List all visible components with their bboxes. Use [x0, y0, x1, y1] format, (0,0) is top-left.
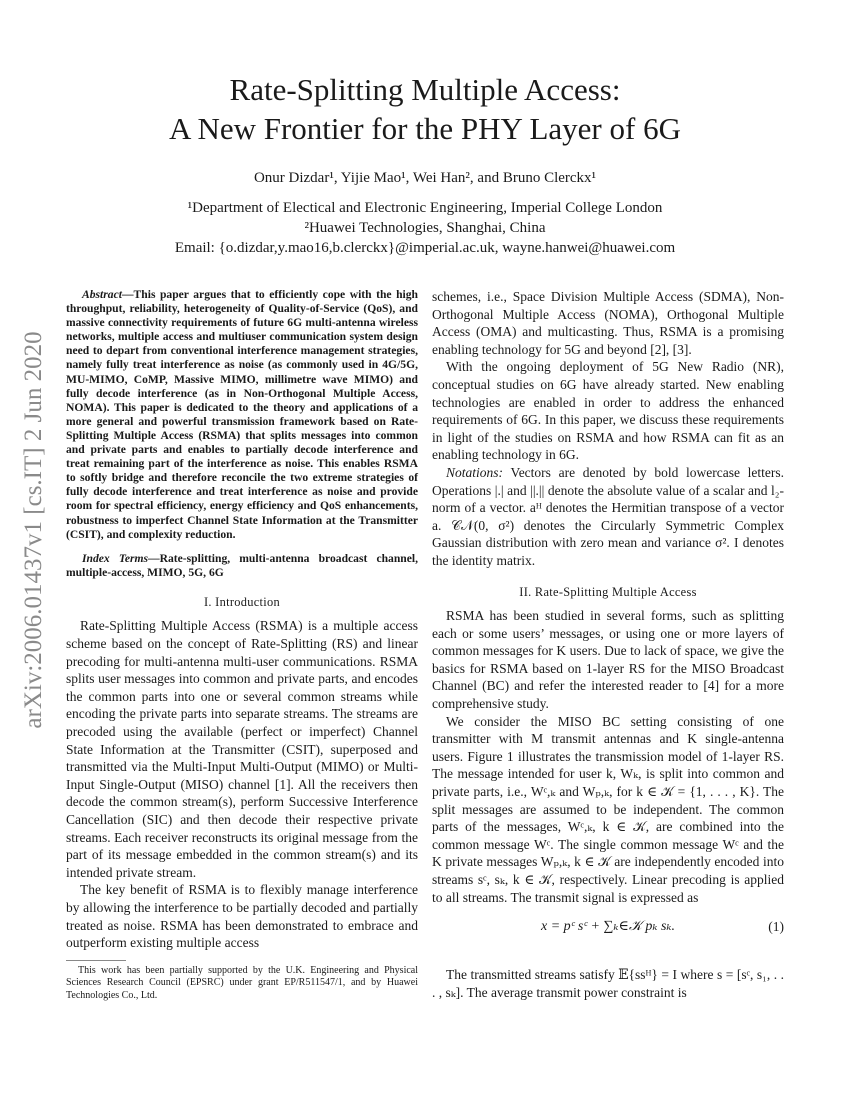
affiliation-1: ¹Department of Electical and Electronic Engineering, Imperial College London [187, 200, 663, 216]
author-list: Onur Dizdar¹, Yijie Mao¹, Wei Han², and Bruno Clerckx¹ [253, 170, 597, 186]
equation-body: x = pᶜ sᶜ + ∑ₖ∈𝒦 pₖ sₖ. [540, 919, 676, 935]
notations-paragraph [432, 464, 784, 570]
arxiv-watermark [16, 290, 52, 770]
equation-1 [432, 912, 784, 956]
section-heading-rsma: II. Rate-Splitting Multiple Access [519, 584, 697, 599]
notations-text: Vectors are denoted by bold lowercase letters. Operations |.| and ||.|| denote the absolute value of a scalar and l₂-norm of a vector. aᴴ denotes the Hermitian transpose of a vector a. 𝒞𝒩(0, σ²) denotes the Circularly Symmetric Complex Gaussian distribution with zero mean and variance σ². I denotes the identity matrix. [432, 464, 784, 568]
intro-paragraph-1: Rate-Splitting Multiple Access (RSMA) is a multiple access scheme based on the concept of Rate-Splitting (RS) and linear precoding for multi-antenna multi-user communications. RSMA splits user messages into common and private parts, and encodes the common parts into one or several common streams while encoding the private parts into separate streams. The streams are precoded using the available (perfect or imperfect) Channel State Information at the Transmitter (CSIT), superposed and transmitted via the Multi-Input Multi-Output (MIMO) or Multi-Input Single-Output (MISO) channel [1]. All the receivers then decode the common stream(s), perform Successive Interference Cancellation (SIC) and then decode their respective private streams. Each receiver reconstructs its original message from the part of its message embedded in the common stream(s) and its intended private stream. [66, 618, 418, 880]
rsma-paragraph-2: We consider the MISO BC setting consisting of one transmitter with M transmit antennas and K single-antenna users. Figure 1 illustrates the transmission model of 1-layer RS. The message intended for user k, Wₖ, is split into common and private parts, i.e., Wᶜ,ₖ and Wₚ,ₖ, for k ∈ 𝒦 = {1, . . . , K}. The split messages are assumed to be independent. The common parts of the messages, Wᶜ,ₖ, k ∈ 𝒦, are combined into the common message Wᶜ. The single common message Wᶜ and the K private messages Wₚ,ₖ, k ∈ 𝒦 are independently encoded into streams sᶜ, sₖ, k ∈ 𝒦, respectively. Linear precoding is applied to all streams. The transmit signal is expressed as [432, 713, 784, 905]
footnote [66, 960, 418, 1002]
abstract [66, 288, 418, 542]
arxiv-identifier: arXiv:2006.01437v1 [cs.IT] 2 Jun 2020 [20, 331, 47, 729]
index-terms-label: Index Terms [82, 551, 149, 565]
title-line-1: Rate-Splitting Multiple Access: [229, 72, 621, 107]
footnote-rule [66, 960, 126, 961]
section-heading-introduction: I. Introduction [203, 594, 281, 609]
paper-title [0, 70, 850, 148]
6g-paragraph: With the ongoing deployment of 5G New Radio (NR), conceptual studies on 6G have already started. New enabling technologies are enabled in order to address the enhanced requirements of 6G. In this paper, we discuss these requirements in light of the studies on RSMA and how RSMA can fit as an enabling technology in 6G. [432, 359, 784, 463]
abstract-text: This paper argues that to efficiently cope with the high throughput, reliability, heterogeneity of Quality-of-Service (QoS), and massive connectivity requirements of future 6G multi-antenna wireless networks, multiple access and multiuser communication system design need to depart from conventional interference management strategies, namely fully treat interference as noise (as commonly used in 4G/5G, MU-MIMO, CoMP, Massive MIMO, millimetre wave MIMO) and fully decode interference (as in Non-Orthogonal Multiple Access, NOMA). This paper is dedicated to the theory and applications of a more general and powerful transmission framework based on Rate-Splitting Multiple Access (RSMA) that splits messages into common and private parts and enables to partially decode interference and treat remaining part of the interference as noise. This enables RSMA to softly bridge and therefore reconcile the two extreme strategies of fully decode interference and treat interference as noise and provide room for spectral efficiency, energy efficiency and QoS enhancements, robustness to imperfect Channel State Information at the Transmitter (CSIT), and complexity reduction. [66, 288, 418, 541]
rsma-paragraph-3: The transmitted streams satisfy 𝔼{ssᴴ} = I where s = [sᶜ, s₁, . . . , sₖ]. The average transmit power constraint is [432, 967, 784, 1000]
affiliations [0, 198, 850, 258]
index-terms-text: —Rate-splitting, multi-antenna broadcast channel, multiple-access, MIMO, 5G, 6G [66, 551, 418, 579]
index-terms [66, 552, 418, 580]
equation-number: (1) [768, 919, 784, 935]
title-line-2: A New Frontier for the PHY Layer of 6G [169, 111, 681, 146]
author-emails: Email: {o.dizdar,y.mao16,b.clerckx}@imperial.ac.uk, wayne.hanwei@huawei.com [174, 240, 676, 256]
footnote-text: This work has been partially supported by the U.K. Engineering and Physical Sciences Research Council (EPSRC) under grant EP/R511547/1, and by Huawei Technologies Co., Ltd. [66, 965, 418, 1001]
left-column [66, 288, 418, 952]
affiliation-2: ²Huawei Technologies, Shanghai, China [304, 220, 546, 236]
right-column [432, 288, 784, 1001]
rsma-paragraph-1: RSMA has been studied in several forms, such as splitting each or some users’ messages, or using one or more layers of common messages for K users. Due to lack of space, we give the basics for RSMA based on 1-layer RS for the MISO Broadcast Channel (BC) and refer the interested reader to [4] for a more comprehensive study. [432, 608, 784, 712]
notations-label: Notations: [446, 464, 504, 480]
intro-paragraph-2: The key benefit of RSMA is to flexibly manage interference by allowing the interference to be partially decoded and partially treated as noise. RSMA has been demonstrated to embrace and outperform existing multiple access [66, 882, 418, 951]
intro-continuation: schemes, i.e., Space Division Multiple Access (SDMA), Non-Orthogonal Multiple Access (NOMA), Orthogonal Multiple Access (OMA) and multicasting. Thus, RSMA is a promising enabling technology for 5G and beyond [2], [3]. [432, 289, 784, 357]
abstract-label: Abstract— [82, 288, 134, 301]
